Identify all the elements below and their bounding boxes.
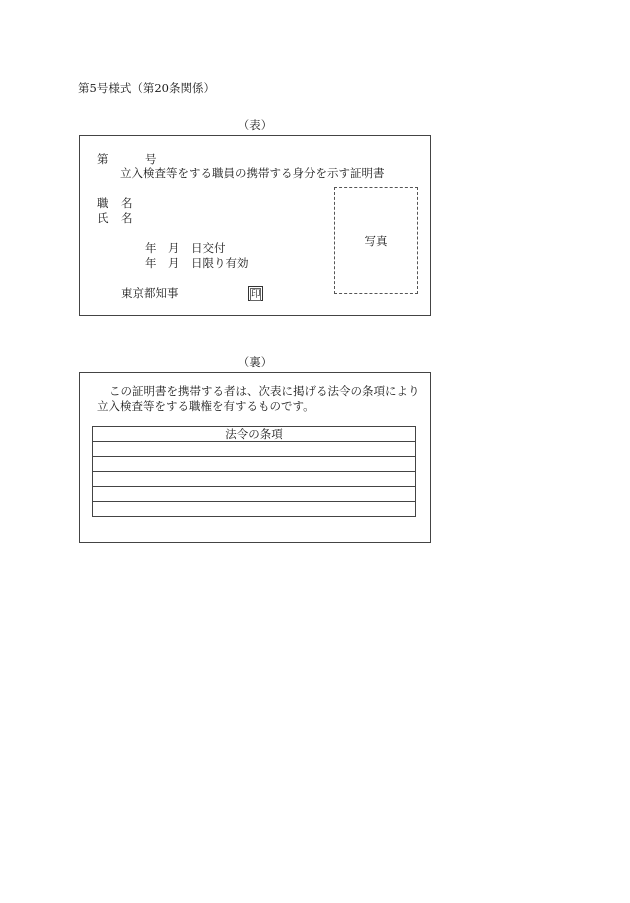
back-text-line1: この証明書を携帯する者は、次表に掲げる法令の条項により xyxy=(109,384,420,398)
table-cell xyxy=(93,487,416,502)
issue-year-label: 年 xyxy=(145,241,157,255)
back-side-caption: （裏） xyxy=(237,355,273,369)
name-label-char2: 名 xyxy=(121,211,133,225)
position-label-char2: 名 xyxy=(121,196,133,210)
photo-label: 写真 xyxy=(364,234,388,248)
table-row xyxy=(93,472,416,487)
certificate-back xyxy=(79,372,431,543)
seal-mark xyxy=(248,286,263,301)
certificate-front xyxy=(79,135,431,316)
position-label-char1: 職 xyxy=(97,196,109,210)
back-text-line2: 立入検査等をする職権を有するものです。 xyxy=(97,399,315,413)
seal-text: 印 xyxy=(251,289,261,300)
table-row xyxy=(93,502,416,517)
table-row xyxy=(93,457,416,472)
table-row xyxy=(93,442,416,457)
table-cell xyxy=(93,502,416,517)
issue-month-label: 月 xyxy=(168,241,180,255)
valid-until-label: 日限り有効 xyxy=(191,256,249,270)
front-side-caption: （表） xyxy=(237,118,273,132)
valid-year-label: 年 xyxy=(145,256,157,270)
table-row xyxy=(93,487,416,502)
law-clause-table xyxy=(92,426,416,517)
table-cell xyxy=(93,472,416,487)
photo-placeholder xyxy=(334,187,418,294)
issuer-label: 東京都知事 xyxy=(121,286,179,300)
issue-date-label: 日交付 xyxy=(191,241,226,255)
certificate-title: 立入検査等をする職員の携帯する身分を示す証明書 xyxy=(120,166,385,180)
form-number-label: 第5号様式（第20条関係） xyxy=(78,81,215,95)
number-prefix: 第 xyxy=(97,152,109,166)
valid-month-label: 月 xyxy=(168,256,180,270)
name-label-char1: 氏 xyxy=(97,211,109,225)
table-cell xyxy=(93,442,416,457)
table-cell xyxy=(93,457,416,472)
number-suffix: 号 xyxy=(145,152,157,166)
table-header: 法令の条項 xyxy=(93,427,416,442)
